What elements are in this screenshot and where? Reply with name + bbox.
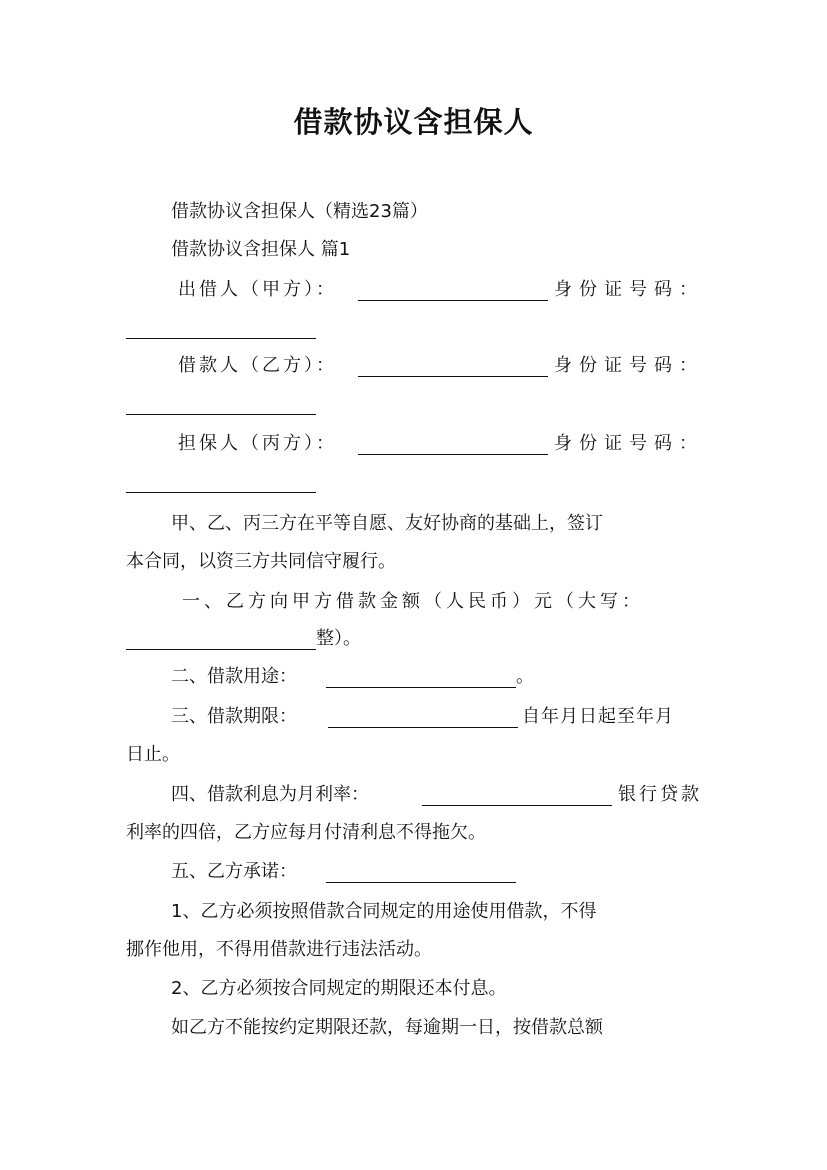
clause-5-label: 五、乙方承诺：: [171, 861, 297, 882]
borrower-label: 借款人（乙方）：: [178, 355, 337, 376]
penalty-line-1: 如乙方不能按约定期限还款，每逾期一日，按借款总额: [171, 1017, 603, 1038]
clause-4-line-2: 利率的四倍，乙方应每月付清利息不得拖欠。: [126, 822, 486, 843]
clause-3-blank: [328, 709, 518, 728]
clause-4-blank: [422, 787, 612, 806]
clause-2-blank: [326, 669, 516, 688]
clause-1-line-1: 一、乙方向甲方借款金额（人民币）元（大写：: [182, 591, 644, 612]
chapter-heading: 借款协议含担保人 篇1: [171, 239, 351, 260]
clause-3-label: 三、借款期限：: [171, 706, 297, 727]
item-2-line-1: 2、乙方必须按合同规定的期限还本付息。: [171, 978, 507, 999]
lender-id-label: 身份证号码：: [554, 279, 704, 300]
lender-id-blank: [126, 320, 316, 339]
clause-1-tail: 整）。: [316, 628, 361, 649]
item-1-line-1: 1、乙方必须按照借款合同规定的用途使用借款，不得: [171, 901, 597, 922]
guarantor-name-blank: [358, 436, 548, 455]
borrower-id-blank: [126, 396, 316, 415]
item-1-line-2: 挪作他用，不得用借款进行违法活动。: [126, 939, 432, 960]
borrower-name-blank: [358, 358, 548, 377]
lender-name-blank: [358, 282, 548, 301]
clause-3-tail: 自年月日起至年月: [522, 706, 674, 727]
intro-line-2: 本合同，以资三方共同信守履行。: [126, 551, 396, 572]
guarantor-id-blank: [126, 474, 316, 493]
clause-2-end: 。: [516, 666, 534, 687]
borrower-id-label: 身份证号码：: [554, 355, 704, 376]
clause-1-amount-blank: [126, 631, 316, 650]
document-title: 借款协议含担保人: [293, 105, 534, 139]
document-subtitle: 借款协议含担保人（精选23篇）: [171, 201, 428, 222]
intro-line-1: 甲、乙、丙三方在平等自愿、友好协商的基础上，签订: [171, 513, 603, 534]
lender-label: 出借人（甲方）：: [178, 279, 337, 300]
guarantor-label: 担保人（丙方）：: [178, 433, 337, 454]
clause-3-line-2: 日止。: [126, 744, 180, 765]
clause-4-tail: 银行贷款: [618, 784, 702, 805]
clause-5-blank: [326, 864, 516, 883]
guarantor-id-label: 身份证号码：: [554, 433, 704, 454]
clause-2-label: 二、借款用途：: [171, 666, 297, 687]
clause-4-label: 四、借款利息为月利率：: [171, 784, 369, 805]
